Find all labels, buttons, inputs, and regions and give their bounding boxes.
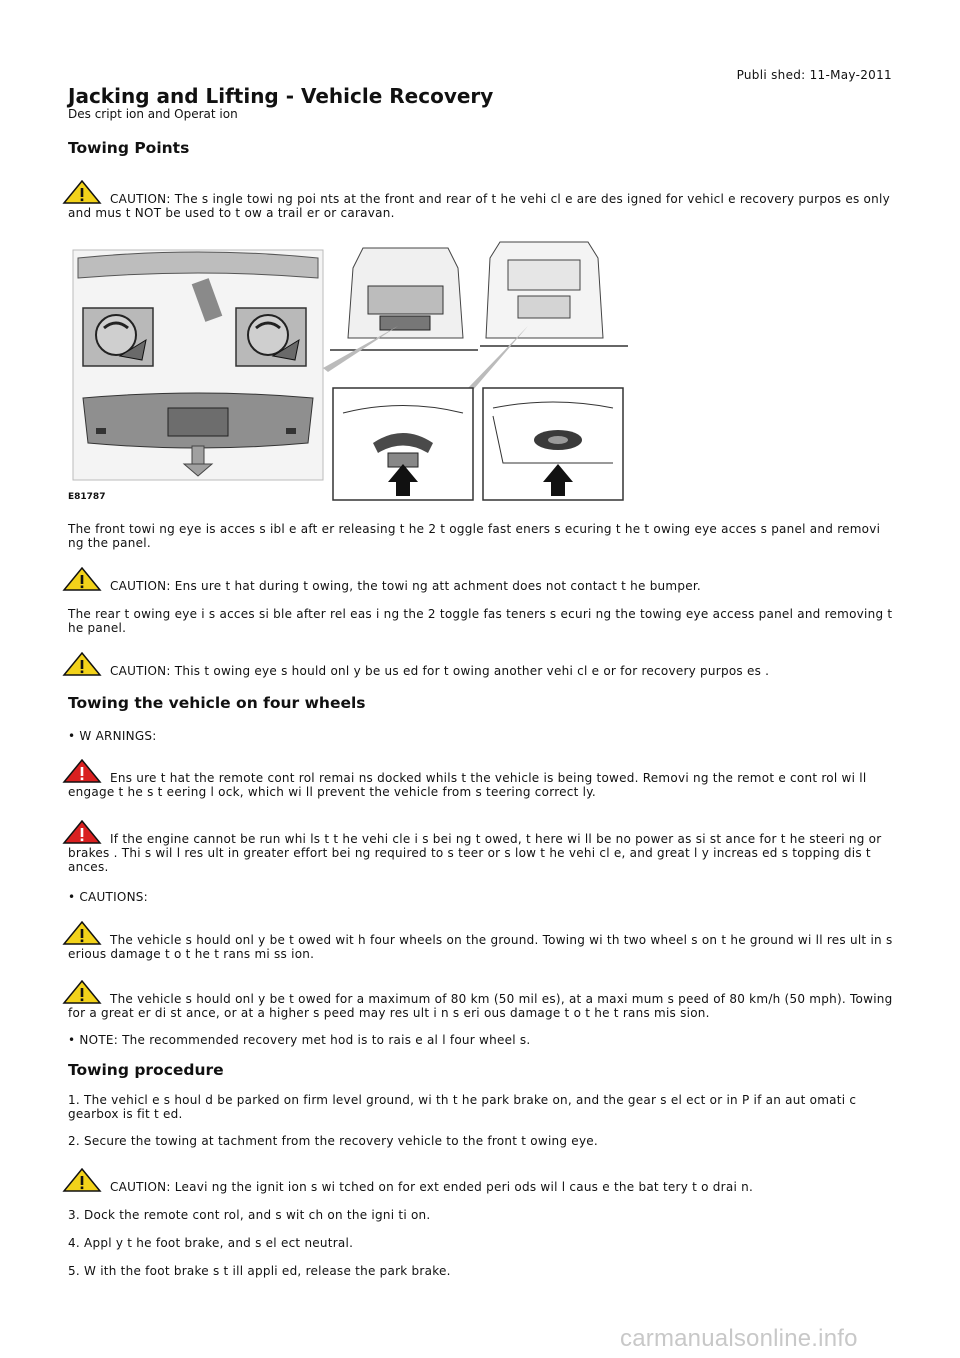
rear-towing-eye-text: The rear t owing eye i s acces si ble after rel eas i ng the 2 toggle fas teners s ecuri ng the towing eye access panel and removing t he panel. bbox=[68, 607, 893, 635]
caution-text: The vehicle s hould onl y be t owed wit h four wheels on the ground. Towing wi th two wheel s on t he ground wi ll res ult in s erious damage t o t he t rans mi ss ion. bbox=[68, 933, 893, 961]
figure-code: E81787 bbox=[68, 492, 106, 502]
warnings-label: • W ARNINGS: bbox=[68, 729, 157, 743]
section-heading-towing-points: Towing Points bbox=[68, 139, 190, 157]
step-2: 2. Secure the towing at tachment from the recovery vehicle to the front t owing eye. bbox=[68, 1134, 598, 1148]
warning-text: If the engine cannot be run whi ls t t he vehi cle i s bei ng t owed, t here wi ll be no power as si st ance for t he steeri ng or brakes . Thi s wil l res ult in greater effort bei ng required to s teer or s low t he vehi cl e, and great l y increas ed s topping dis t ances. bbox=[68, 832, 882, 874]
step-5: 5. W ith the foot brake s t ill appli ed, release the park brake. bbox=[68, 1264, 451, 1278]
caution-text: The vehicle s hould onl y be t owed for a maximum of 80 km (50 mil es), at a maxi mum s peed of 80 km/h (50 mph). Towing for a great er di st ance, or at a higher s peed may res ult i n s eri ous damage t o t he t rans mis sion. bbox=[68, 992, 893, 1020]
warning-text: Ens ure t hat the remote cont rol remai ns docked whils t the vehicle is being towed. Removi ng the remot e cont rol wi ll engage t he s t eering l ock, which wi ll prevent the vehicle from s teering correct ly. bbox=[68, 771, 867, 799]
towing-points-figure bbox=[68, 238, 630, 504]
step-1: 1. The vehicl e s houl d be parked on firm level ground, wi th t he park brake on, and the gear s el ect or in P if an aut omati c gearbox is fit t ed. bbox=[68, 1093, 857, 1121]
published-date: Publi shed: 11-May-2011 bbox=[736, 68, 892, 82]
section-heading-four-wheels: Towing the vehicle on four wheels bbox=[68, 694, 366, 712]
step-4: 4. Appl y t he foot brake, and s el ect neutral. bbox=[68, 1236, 354, 1250]
front-towing-eye-text: The front towi ng eye is acces s ibl e aft er releasing t he 2 t oggle fast eners s ecuring t he t owing eye acces s panel and removi ng the panel. bbox=[68, 522, 881, 550]
section-heading-procedure: Towing procedure bbox=[68, 1061, 224, 1079]
caution-text: CAUTION: The s ingle towi ng poi nts at the front and rear of t he vehi cl e are des igned for vehicl e recovery purpos es only and mus t NOT be used to t ow a trail er or caravan. bbox=[68, 192, 890, 220]
step-3: 3. Dock the remote cont rol, and s wit ch on the igni ti on. bbox=[68, 1208, 431, 1222]
page-subtitle: Des cript ion and Operat ion bbox=[68, 107, 238, 121]
caution-text: CAUTION: This t owing eye s hould onl y be us ed for t owing another vehi cl e or for recovery purpos es . bbox=[110, 664, 770, 678]
page-title: Jacking and Lifting - Vehicle Recovery bbox=[68, 84, 494, 108]
towing-points-illustration bbox=[68, 238, 630, 504]
caution-text: CAUTION: Ens ure t hat during t owing, the towi ng att achment does not contact t he bumper. bbox=[110, 579, 701, 593]
cautions-label: • CAUTIONS: bbox=[68, 890, 148, 904]
caution-text: CAUTION: Leavi ng the ignit ion s wi tched on for ext ended peri ods wil l caus e the bat tery t o drai n. bbox=[110, 1180, 754, 1194]
note-text: • NOTE: The recommended recovery met hod is to rais e al l four wheel s. bbox=[68, 1033, 531, 1047]
watermark-text: carmanualsonline.info bbox=[620, 1325, 858, 1352]
